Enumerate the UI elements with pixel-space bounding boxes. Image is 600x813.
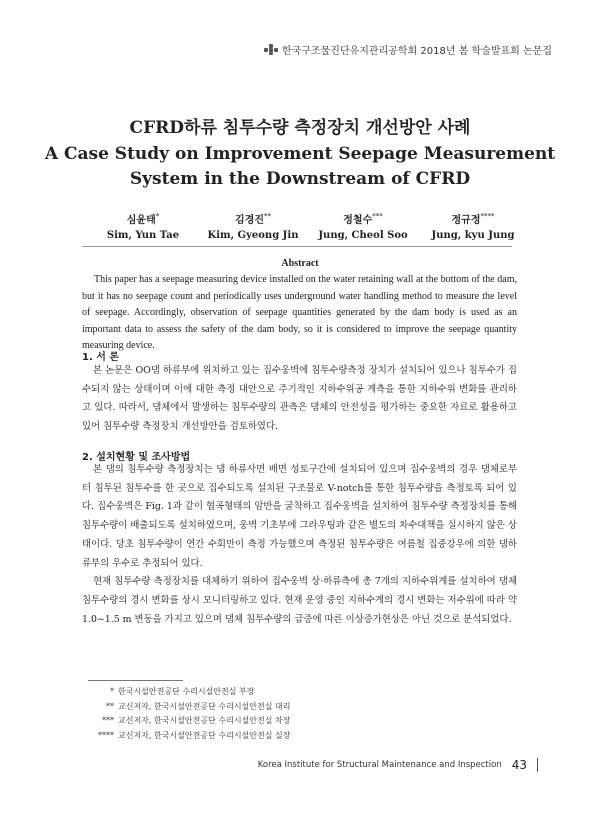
footnote-text: 교신저자, 한국시설안전공단 수리시설안전실 실장 [118,730,291,740]
author-mark: **** [480,212,495,221]
author-name-en: Sim, Yun Tae [106,230,180,241]
author-name-en: Jung, Cheol Soo [318,230,408,241]
footnote [88,700,290,715]
abstract-text: This paper has a seepage measuring device installed on the water retaining wall at the bottom of the dam, but it has no seepage count and periodically uses underground water handling method to measure the level of seepage. Accordingly, observation of seepage quantities generated by the dam body is used as an important data to assess the safety of the dam body, so it is considered to improve the seepage quantity measuring device. [82,274,517,351]
title-korean: CFRD하류 침투수량 측정장치 개선방안 사례 [129,118,471,138]
footnote-mark: *** [102,716,114,725]
footer-organization: Korea Institute for Structural Maintenance and Inspection [257,760,502,770]
section-1-paragraph: 본 논문은 OO댐 하류부에 위치하고 있는 집수웅벽에 침투수량측정 장치가 설치되어 있으나 침투수가 집수되지 않는 상태이며 이에 대한 측정 대안으로 주기적인 지하수위공 계측을 통한 지하수위 변화를 관리하고 있다. 따라서, 댐체에서 발생하는 침투수량의 관측은 댐체의 안전성을 평가하는 중요한 자료로 활용하고 있어 침투수량 측정장치 개선방안을 검토하였다. [82,365,517,433]
section-2-paragraph-2: 현재 침투수량 측정장치를 대체하기 위하여 집수웅벽 상·하류측에 총 7개의 지하수위계를 설치하여 댐체 침투수량의 경시 변화를 상시 모니터링하고 있다. 현재 운영 중인 지하수계의 경시 변화는 저수위에 따라 약 1.0~1.5 m 변동을 가지고 있으며 댐체 침투수량의 급증에 따른 이상증가현상은 아닌 것으로 분석되었다. [82,576,517,625]
section-1-heading: 1. 서 론 [82,352,120,363]
author-list [88,211,528,241]
author-mark: * [155,212,160,221]
journal-name: 한국구조물진단유지관리공학회 2018년 봄 학술발표회 논문집 [281,46,552,57]
section-2-body [82,461,517,629]
author-name-ko: 심윤태 [126,215,156,226]
abstract-heading: Abstract [281,258,319,269]
title-english [0,142,600,192]
footnote-mark: ** [106,701,114,711]
divider [82,246,512,247]
author-name-ko: 김경진 [235,215,264,226]
author-name-ko: 정규정 [451,215,481,226]
author-mark: ** [263,212,271,221]
page-footer [258,758,538,772]
author-name-en: Kim, Gyeong Jin [207,230,299,241]
footnote-text: 교신저자, 한국시설안전공단 수리시설안전실 대리 [118,701,291,711]
author-2 [198,211,308,241]
footnote-mark: **** [98,730,114,740]
author-name-ko: 정철수 [343,215,373,226]
footnote-text: 한국시설안전공단 수리시설안전실 부장 [118,687,255,696]
author-4 [418,211,528,241]
section-2-heading: 2. 설치현황 및 조사방법 [82,452,191,463]
author-name-en: Jung, kyu Jung [431,230,515,241]
journal-logo-icon [264,44,278,55]
section-1-body [82,362,517,437]
footnote [88,729,290,744]
footnote [88,685,290,700]
section-2-paragraph-1: 본 댐의 침투수량 측정장치는 댐 하류사면 배면 성토구간에 설치되어 있으며 집수웅벽의 경우 댐체로부터 침투된 침투수를 한 곳으로 집수되도록 설치된 구조물로 V-notch를 통한 침투수량을 측정토록 되어 있다. 집수웅벽은 Fig. 1과 같이 협곡형태의 암반을 굴착하고 집수웅벽을 설치하여 침투수량 측정장치를 통해 침투수량이 배출되도록 설치하였으며, 웅벽 기초부에 그라우팅과 같은 별도의 차수대책을 실시하지 않은 상태이다. 당초 침투수량이 연간 수회만이 측정 가능했으며 측정된 침투수량은 여름철 집중강우에 의한 댐하류부의 우수로 추정되어 있다. [82,464,517,569]
page-number: 43 [511,758,527,772]
title-english-line2: System in the Downstream of CFRD [129,169,471,189]
footer-bar [537,758,538,772]
footnotes [88,685,290,743]
author-1 [88,211,198,241]
footnote-mark: * [110,687,114,696]
footnote-divider [88,680,183,681]
footnote-text: 교신저자, 한국시설안전공단 수리시설안전실 차장 [118,716,291,725]
running-header [264,42,552,57]
title-english-line1: A Case Study on Improvement Seepage Measurement [44,144,556,164]
footnote [88,714,290,729]
author-3 [308,211,418,241]
author-mark: *** [372,212,383,221]
